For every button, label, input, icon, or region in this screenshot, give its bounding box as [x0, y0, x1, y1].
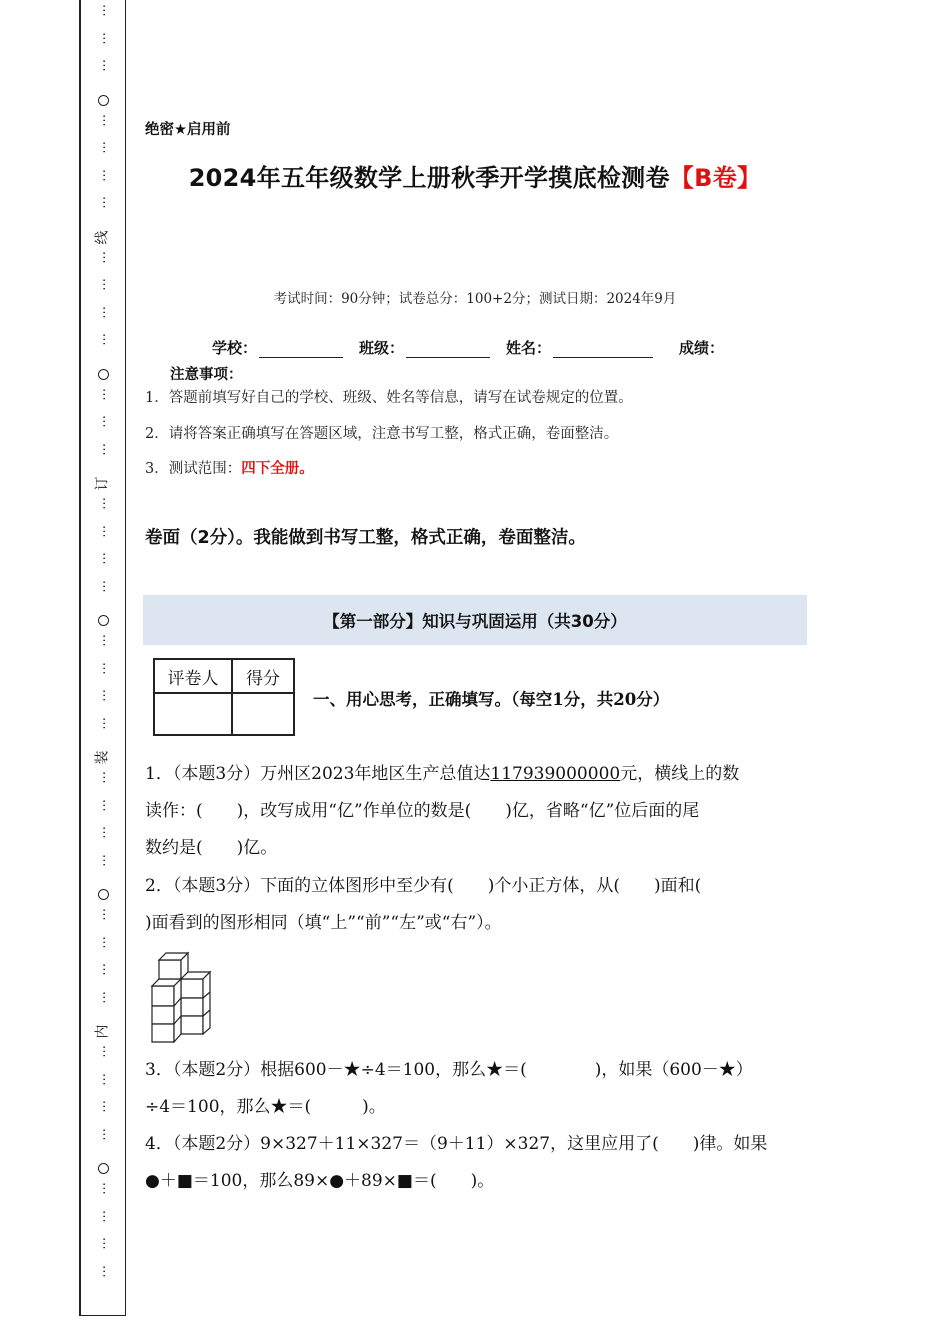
- dot-mark: ⋯: [95, 1100, 111, 1113]
- dot-mark: ⋯: [95, 1182, 111, 1195]
- q4-line-2: ●＋■＝100，那么89×●＋89×■＝( )。: [145, 1171, 495, 1191]
- cube-top: [159, 953, 188, 979]
- school-field[interactable]: [212, 337, 343, 358]
- student-fields: [212, 337, 724, 358]
- binding-char-nei: 内: [94, 1024, 111, 1039]
- dot-mark: ⋯: [95, 113, 111, 127]
- dot-mark: ⋯: [95, 196, 111, 209]
- dot-mark: ⋯: [95, 305, 111, 319]
- exam-info: 考试时间：90分钟；试卷总分：100+2分；测试日期：2024年9月: [273, 291, 677, 307]
- dot-mark: ⋯: [95, 771, 111, 784]
- binding-char-xian: 线: [94, 230, 111, 244]
- dot-mark: ⋯: [95, 278, 111, 291]
- school-label: 学校：: [212, 339, 258, 357]
- q1-line-3: 数约是( )亿。: [145, 838, 278, 858]
- class-blank[interactable]: [406, 342, 490, 358]
- score-field: [679, 337, 724, 358]
- dot-mark: ⋯: [95, 1209, 111, 1223]
- neatness-line: 卷面（2分）。我能做到书写工整，格式正确，卷面整洁。: [145, 528, 586, 548]
- score-table: [153, 658, 295, 736]
- question-3: [145, 1052, 807, 1126]
- binding-circle: [98, 889, 109, 900]
- dot-mark: ⋯: [95, 497, 111, 510]
- cube-right-column: [181, 972, 210, 1034]
- dot-mark: ⋯: [95, 1237, 111, 1250]
- dot-mark: ⋯: [95, 168, 111, 182]
- dot-mark: ⋯: [95, 31, 111, 45]
- dot-mark: ⋯: [95, 826, 111, 839]
- dot-mark: ⋯: [95, 1045, 111, 1058]
- notice-item-3-prefix: 3．测试范围：: [145, 461, 242, 477]
- dot-mark: ⋯: [95, 908, 111, 921]
- dot-mark: ⋯: [95, 59, 111, 72]
- dot-mark: ⋯: [95, 442, 111, 456]
- part-one-banner: 【第一部分】知识与巩固运用（共30分）: [143, 595, 807, 645]
- dot-mark: ⋯: [95, 716, 111, 730]
- grader-header: 评卷人: [154, 659, 232, 693]
- score-label: 成绩：: [679, 339, 725, 357]
- dot-mark: ⋯: [95, 1127, 111, 1141]
- dot-mark: ⋯: [95, 415, 111, 428]
- secret-label: 绝密★启用前: [145, 122, 231, 138]
- notice-item-2: 2．请将答案正确填写在答题区域，注意书写工整，格式正确，卷面整洁。: [145, 426, 619, 442]
- section-one-heading: 一、用心思考，正确填写。（每空1分，共20分）: [313, 690, 670, 709]
- binding-circle: [98, 615, 109, 626]
- q1-line-1: [145, 756, 807, 793]
- notice-item-3: [145, 457, 314, 478]
- dot-mark: ⋯: [95, 524, 111, 538]
- q1-number: 117939000000: [490, 764, 621, 784]
- dot-mark: ⋯: [95, 661, 111, 675]
- score-header: 得分: [232, 659, 294, 693]
- dot-mark: ⋯: [95, 4, 111, 17]
- school-blank[interactable]: [259, 342, 343, 358]
- q3-line-1: 3．（本题2分）根据600－★÷4＝100，那么★＝( )，如果（600－★）: [145, 1060, 753, 1080]
- binding-margin: [79, 0, 126, 1316]
- question-1: [145, 756, 807, 867]
- score-cell[interactable]: [232, 693, 294, 735]
- q4-line-1: 4．（本题2分）9×327＋11×327＝（9＋11）×327，这里应用了( )律。如果: [145, 1134, 768, 1154]
- dot-mark: ⋯: [95, 1264, 111, 1278]
- q2-line-2: )面看到的图形相同（填“上”“前”“左”或“右”）。: [145, 913, 502, 933]
- dot-mark: ⋯: [95, 579, 111, 593]
- q2-line-1: 2．（本题3分）下面的立体图形中至少有( )个小正方体，从( )面和(: [145, 876, 702, 896]
- q1-text-b: 元，横线上的数: [620, 764, 740, 784]
- dot-mark: ⋯: [95, 387, 111, 401]
- question-4: [145, 1126, 807, 1200]
- dot-mark: ⋯: [95, 990, 111, 1004]
- binding-char-zhuang: 装: [94, 750, 111, 765]
- dot-mark: ⋯: [95, 798, 111, 812]
- binding-char-ding: 订: [94, 476, 111, 491]
- test-scope: 四下全册。: [241, 461, 314, 477]
- binding-circle: [98, 1163, 109, 1174]
- dot-mark: ⋯: [95, 689, 111, 702]
- notice-title: 注意事项：: [170, 367, 243, 383]
- dot-mark: ⋯: [95, 963, 111, 976]
- dot-mark: ⋯: [95, 935, 111, 949]
- binding-marks: [81, 4, 125, 1292]
- dot-mark: ⋯: [95, 250, 111, 264]
- binding-circle: [98, 95, 109, 106]
- binding-circle: [98, 369, 109, 380]
- dot-mark: ⋯: [95, 853, 111, 867]
- q1-line-2: 读作：( )，改写成用“亿”作单位的数是( )亿，省略“亿”位后面的尾: [145, 801, 700, 821]
- name-field[interactable]: [506, 337, 653, 358]
- name-label: 姓名：: [506, 339, 552, 357]
- question-2: [145, 868, 807, 942]
- class-label: 班级：: [359, 339, 405, 357]
- dot-mark: ⋯: [95, 333, 111, 346]
- q1-text-a: 1．（本题3分）万州区2023年地区生产总值达: [145, 764, 491, 784]
- cube-stack-figure: [150, 948, 215, 1043]
- title-tag: 【B卷】: [669, 164, 762, 192]
- class-field[interactable]: [359, 337, 490, 358]
- page-title: [0, 158, 950, 193]
- notice-item-1: 1．答题前填写好自己的学校、班级、姓名等信息，请写在试卷规定的位置。: [145, 390, 633, 406]
- title-main: 2024年五年级数学上册秋季开学摸底检测卷: [188, 164, 670, 192]
- dot-mark: ⋯: [95, 141, 111, 154]
- q3-line-2: ÷4＝100，那么★＝( )。: [145, 1097, 386, 1117]
- dot-mark: ⋯: [95, 634, 111, 647]
- cube-middle: [174, 979, 181, 1042]
- grader-cell[interactable]: [154, 693, 232, 735]
- dot-mark: ⋯: [95, 1072, 111, 1086]
- dot-mark: ⋯: [95, 552, 111, 565]
- name-blank[interactable]: [553, 342, 653, 358]
